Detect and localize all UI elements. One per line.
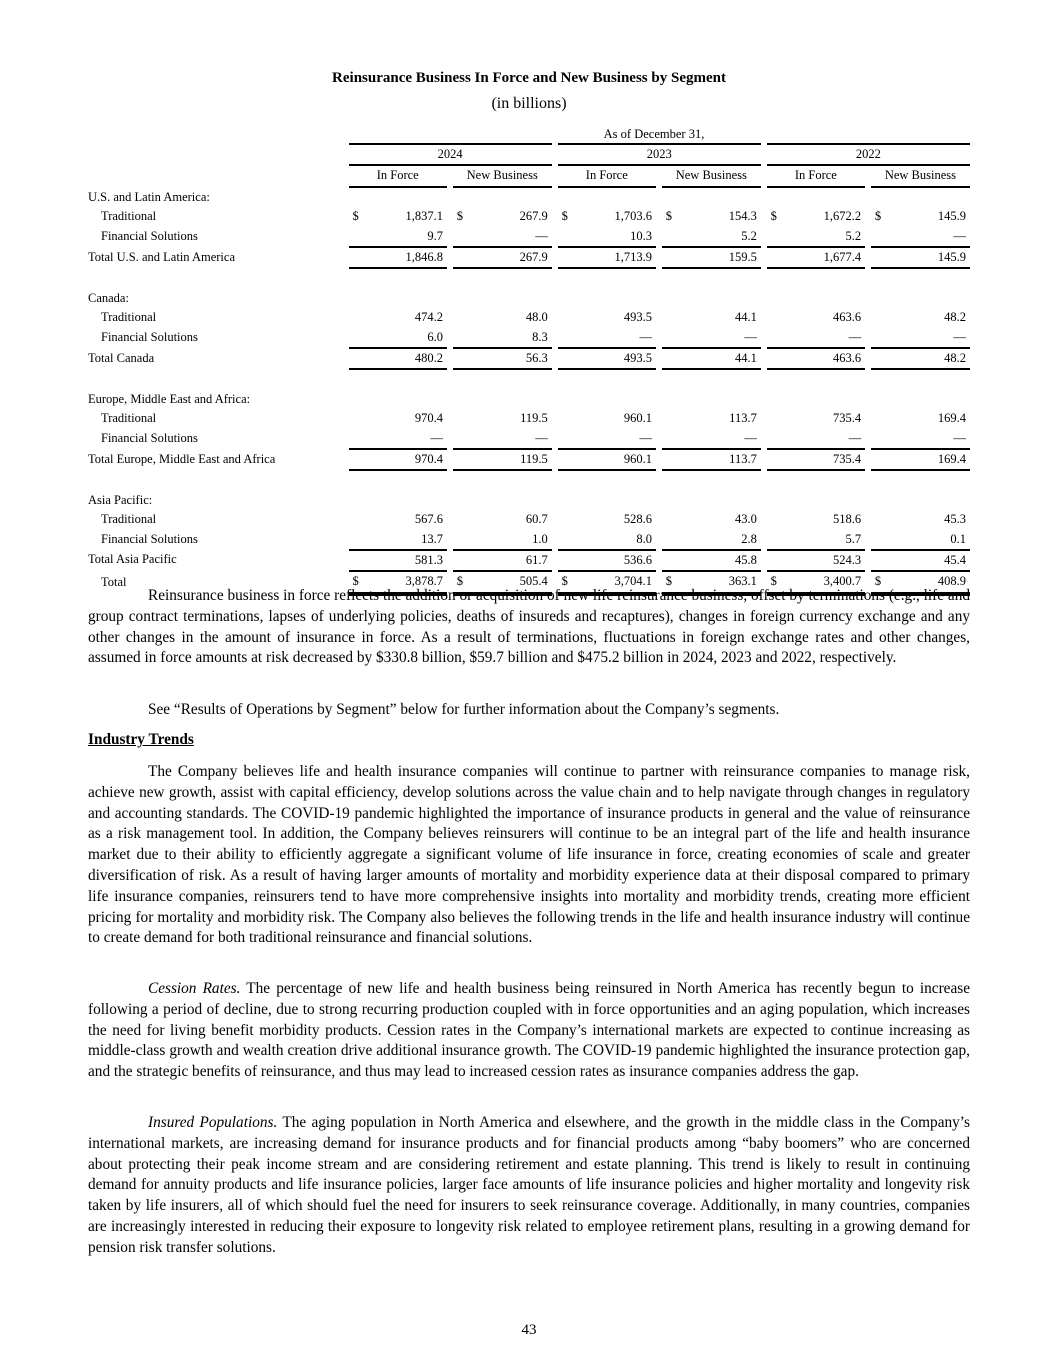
cell-value: — xyxy=(430,430,443,445)
cell-value: 267.9 xyxy=(519,209,548,224)
cell-value: 159.5 xyxy=(728,250,757,265)
cell-value: — xyxy=(535,228,548,243)
row-label: Traditional xyxy=(101,310,157,325)
cell-value: 1,846.8 xyxy=(405,250,443,265)
row-label: Financial Solutions xyxy=(101,228,198,243)
column-header: New Business xyxy=(453,166,552,187)
section-header: Europe, Middle East and Africa: xyxy=(88,391,251,406)
cell-value: 1,672.2 xyxy=(823,209,862,224)
cell-value: 44.1 xyxy=(734,351,757,366)
paragraph-industry-trends: The Company believes life and health insurance companies will continue to partner with reinsurance companies to manage risk, achieve new growth, assist with capital efficiency, develop solutions across the value chain and to help navigate through changes in regulatory and accounting standards. The COVID-19 pandemic highlighted the importance of insurance products in general and the value of reinsurance as a risk management tool. In addition, the Company believes reinsurers will continue to be an integral part of the life and health insurance market due to their ability to efficiently aggregate a significant volume of life insurance in force, creating economies of scale and greater diversification of risk. As a result of having larger amounts of mortality and morbidity experience data at their disposal compared to primary life insurance companies, reinsurers tend to have more comprehensive insights into mortality and morbidity trends, creating more efficient pricing for mortality and morbidity risk. The Company also believes the following trends in the life and health insurance industry will continue to create demand for both traditional reinsurance and financial solutions. xyxy=(88,763,970,947)
currency-symbol: $ xyxy=(352,574,359,589)
cell-value: 13.7 xyxy=(421,531,443,546)
cell-value: 113.7 xyxy=(729,452,757,467)
table-row xyxy=(88,207,970,226)
cell-value: 3,704.1 xyxy=(614,574,652,589)
cell-value: 10.3 xyxy=(630,228,652,243)
table-row xyxy=(88,530,970,549)
cell-value: 56.3 xyxy=(525,351,548,366)
cell-value: 463.6 xyxy=(832,310,862,325)
subtotal-row xyxy=(88,246,970,269)
row-label: Total Canada xyxy=(88,351,155,366)
cell-value: 363.1 xyxy=(728,574,757,589)
section-header-row xyxy=(88,390,970,409)
cell-value: 2.8 xyxy=(741,531,757,546)
cell-value: 493.5 xyxy=(623,351,652,366)
cell-value: 43.0 xyxy=(734,512,757,527)
cell-value: 48.0 xyxy=(525,310,548,325)
currency-symbol: $ xyxy=(456,574,463,589)
insured-populations-lead: Insured Populations. xyxy=(148,1114,278,1131)
cell-value: 48.2 xyxy=(944,310,966,325)
section-header-row xyxy=(88,289,970,308)
table-row xyxy=(88,328,970,347)
subtotal-row xyxy=(88,549,970,570)
cell-value: 3,878.7 xyxy=(405,574,443,589)
currency-symbol: $ xyxy=(352,209,359,224)
currency-symbol: $ xyxy=(561,574,568,589)
cell-value: — xyxy=(848,329,862,344)
currency-symbol: $ xyxy=(456,209,463,224)
row-label: Total U.S. and Latin America xyxy=(88,250,236,265)
year-header: 2023 xyxy=(558,143,761,166)
cell-value: 45.4 xyxy=(944,553,966,568)
column-header: New Business xyxy=(662,166,761,187)
table-row xyxy=(88,227,970,246)
cell-value: 8.0 xyxy=(636,531,652,546)
row-label: Traditional xyxy=(101,512,157,527)
cell-value: 5.2 xyxy=(845,228,862,243)
cell-value: 1,677.4 xyxy=(823,250,862,265)
currency-symbol: $ xyxy=(770,574,777,589)
table-row xyxy=(88,429,970,448)
cell-value: 145.9 xyxy=(937,209,966,224)
cell-value: — xyxy=(953,329,966,344)
currency-symbol: $ xyxy=(874,209,882,224)
table-title: Reinsurance Business In Force and New Business by Segment xyxy=(332,70,726,86)
paragraph-insured-populations: Insured Populations. The aging population in North America and elsewhere, and the growth in the middle class in the Company’s international markets, are increasing demand for insurance products and for financial products among “baby boomers” who are concerned about protecting their peak income stream and are considering retirement and estate planning. This trend is likely to result in continuing demand for annuity products and life insurance policies, larger face amounts of life insurance policies and higher mortality and longevity risk taken by life insurers, all of which should fuel the need for insurers to seek reinsurance coverage. Additionally, in many countries, companies are increasingly interested in reducing their exposure to longevity risk related to employee retirement plans, resulting in a growing demand for pension risk transfer solutions. xyxy=(88,1114,970,1256)
year-header-row xyxy=(88,143,970,166)
table-row xyxy=(88,409,970,428)
segment-table xyxy=(88,143,970,596)
cell-value: 1,713.9 xyxy=(614,250,652,265)
cell-value: 970.4 xyxy=(414,452,443,467)
currency-symbol: $ xyxy=(665,574,673,589)
table-subtitle: (in billions) xyxy=(491,95,567,112)
cell-value: 45.8 xyxy=(734,553,757,568)
cell-value: 60.7 xyxy=(525,512,548,527)
cell-value: 463.6 xyxy=(832,351,862,366)
cell-value: — xyxy=(953,430,966,445)
currency-symbol: $ xyxy=(561,209,568,224)
row-label: Total xyxy=(101,575,127,590)
row-label: Financial Solutions xyxy=(101,329,198,344)
cell-value: 113.7 xyxy=(729,411,757,426)
paragraph-see-results: See “Results of Operations by Segment” below for further information about the Company’s segments. xyxy=(148,701,780,718)
row-label: Traditional xyxy=(101,411,157,426)
section-header: Asia Pacific: xyxy=(88,492,153,507)
table-row xyxy=(88,510,970,529)
year-header: 2022 xyxy=(767,143,970,166)
section-header-row xyxy=(88,491,970,510)
cell-value: — xyxy=(953,228,966,243)
cell-value: 474.2 xyxy=(414,310,443,325)
as-of-label: As of December 31, xyxy=(603,127,705,141)
currency-symbol: $ xyxy=(874,574,882,589)
cell-value: 528.6 xyxy=(623,512,652,527)
cell-value: 45.3 xyxy=(944,512,966,527)
cell-value: 536.6 xyxy=(623,553,652,568)
row-label: Traditional xyxy=(101,209,157,224)
cession-rates-lead: Cession Rates. xyxy=(148,980,241,997)
cell-value: 169.4 xyxy=(937,452,966,467)
section-heading-industry-trends: Industry Trends xyxy=(88,731,194,748)
cell-value: 9.7 xyxy=(427,228,443,243)
cell-value: — xyxy=(744,430,757,445)
cell-value: 119.5 xyxy=(520,411,548,426)
cell-value: 48.2 xyxy=(944,351,966,366)
subtotal-row xyxy=(88,347,970,370)
year-header: 2024 xyxy=(349,143,552,166)
cell-value: 0.1 xyxy=(950,531,966,546)
column-header: In Force xyxy=(767,166,865,187)
cell-value: 1.0 xyxy=(532,531,548,546)
cell-value: 5.2 xyxy=(741,228,757,243)
subtotal-row xyxy=(88,448,970,471)
cell-value: 581.3 xyxy=(414,553,443,568)
cell-value: 119.5 xyxy=(520,452,548,467)
cell-value: 970.4 xyxy=(414,411,443,426)
cell-value: 61.7 xyxy=(525,553,548,568)
cell-value: 1,703.6 xyxy=(614,209,652,224)
row-label: Financial Solutions xyxy=(101,531,198,546)
cell-value: 8.3 xyxy=(532,329,548,344)
cell-value: 493.5 xyxy=(623,310,652,325)
row-label: Total Asia Pacific xyxy=(88,552,177,567)
cell-value: 960.1 xyxy=(623,452,652,467)
currency-symbol: $ xyxy=(770,209,777,224)
row-label: Total Europe, Middle East and Africa xyxy=(88,452,276,467)
section-header: U.S. and Latin America: xyxy=(88,189,210,204)
cell-value: 960.1 xyxy=(623,411,652,426)
cell-value: 3,400.7 xyxy=(823,574,862,589)
cell-value: — xyxy=(744,329,757,344)
page-number: 43 xyxy=(521,1322,537,1338)
cell-value: 267.9 xyxy=(519,250,548,265)
cell-value: 5.7 xyxy=(845,531,862,546)
cell-value: — xyxy=(848,430,862,445)
cell-value: 44.1 xyxy=(734,310,757,325)
cell-value: 524.3 xyxy=(832,553,862,568)
cell-value: 518.6 xyxy=(832,512,862,527)
table-row xyxy=(88,308,970,327)
currency-symbol: $ xyxy=(665,209,673,224)
row-label: Financial Solutions xyxy=(101,430,198,445)
cell-value: 408.9 xyxy=(937,574,966,589)
cell-value: 169.4 xyxy=(937,411,966,426)
column-header: In Force xyxy=(349,166,447,187)
paragraph-cession-rates: Cession Rates. The percentage of new life and health business being reinsured in North America has recently begun to increase following a period of decline, due to strong recurring production coupled with in force opportunities and an aging population, which increases the need for living benefit morbidity products. Cession rates in the Company’s international markets are expected to continue increasing as middle-class growth and wealth creation drive additional insurance growth. The COVID-19 pandemic highlighted the insurance protection gap, and the strategic benefits of reinsurance, and thus may lead to increased cession rates as insurance companies address the gap. xyxy=(88,980,970,1081)
cell-value: 567.6 xyxy=(414,512,443,527)
cell-value: — xyxy=(639,430,652,445)
cell-value: 735.4 xyxy=(832,452,862,467)
paragraph-in-force: Reinsurance business in force reflects the addition or acquisition of new life reinsurance business, offset by terminations (e.g., life and group contract terminations, lapses of underlying policies, deaths of insureds and recaptures), changes in foreign currency exchange and any other changes in the amount of insurance in force. As a result of terminations, fluctuations in foreign exchange rates and other changes, assumed in force amounts at risk decreased by $330.8 billion, $59.7 billion and $475.2 billion in 2024, 2023 and 2022, respectively. xyxy=(88,587,970,667)
column-header-row xyxy=(88,166,970,187)
cell-value: 145.9 xyxy=(937,250,966,265)
cell-value: 6.0 xyxy=(427,329,443,344)
cell-value: 154.3 xyxy=(728,209,757,224)
column-header: New Business xyxy=(871,166,970,187)
section-header-row xyxy=(88,188,970,207)
cell-value: — xyxy=(535,430,548,445)
cell-value: 480.2 xyxy=(414,351,443,366)
section-header: Canada: xyxy=(88,290,129,305)
cell-value: 505.4 xyxy=(519,574,548,589)
column-header: In Force xyxy=(558,166,656,187)
cell-value: 735.4 xyxy=(832,411,862,426)
cell-value: — xyxy=(639,329,652,344)
cell-value: 1,837.1 xyxy=(405,209,443,224)
